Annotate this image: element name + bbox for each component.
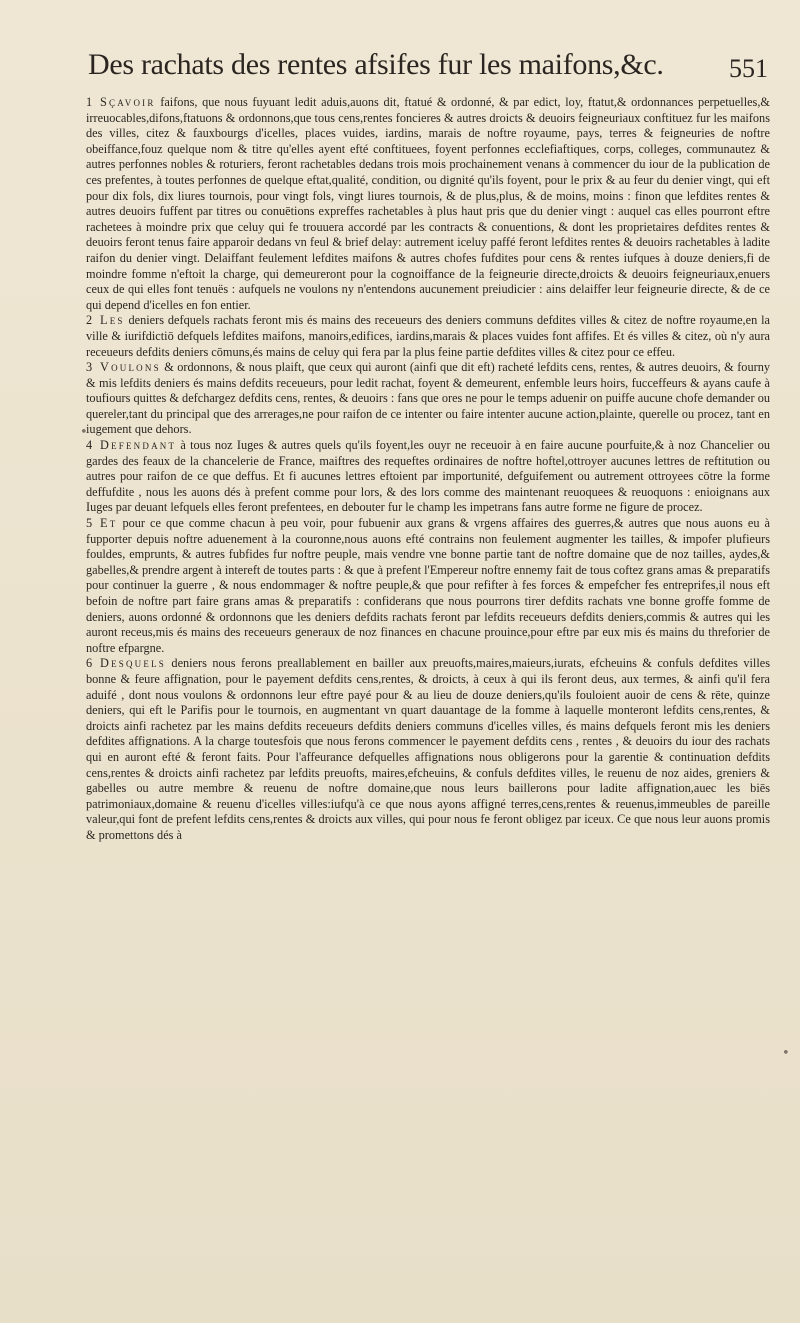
paragraph-number: 4 <box>86 438 93 453</box>
paragraph-text: deniers defquels rachats feront mis és mains des receueurs des deniers communs defdites villes & citez de noftre royaume,en la ville & iurifdictiō defquels lefdites maifons, manoirs,edifices, iardins,marais & places vuides font affifes. Et és villes & citez, où n'y aura receueurs defdits deniers cōmuns,és mains de celuy qui fera par la plus feine partie defdites villes & citez pour ce effeu. <box>86 313 770 359</box>
paragraph-lead: Defendant <box>100 438 177 453</box>
paragraph-2 <box>86 313 770 360</box>
margin-mark: • <box>782 1046 790 1061</box>
paragraph-number: 2 <box>86 313 93 328</box>
paragraph-number: 1 <box>86 95 93 109</box>
paragraph-text: deniers nous ferons preallablement en bailler aux preuofts,maires,maieurs,iurats, efcheuins & confuls defdites villes bonne & feure affignation, pour le payement defdits cens,rentes, & droicts, à ceux à qui ils feront deus, aux termes, & ainfi qu'il fera aduifé , dont nous voulons & ordonnons leur eftre payé pour & au lieu de douze deniers,qu'ils fouloient auoir de cens & rēte, quinze deniers, qui eft le Parifis pour le tournois, en augmentant vn quart dauantage de la fomme à laquelle monteront lefdits cens,rentes, & droicts ainfi rachetez par les mains defdits receueurs defdits deniers communs d'icelles villes, és mains defquels feront mis les deniers defdites affignations. A la charge toutesfois que nous ferons commencer le payement defdits cens , rentes , & deuoirs du iour des rachats qui en auront efté & feront faits. Pour l'affeurance defquelles affignations nous obligerons pour la garentie & continuation defdits cens,rentes & droicts ainfi rachetez par lefdits preuofts, maires,efcheuins, & confuls defdites villes, le reuenu de noz aides, greniers & gabelles ou autre membre & reuenu de noftre domaine,que nous leurs baillerons pour ladite affignation,auec les biēs patrimoniaux,domaine & reuenu d'icelles villes:iufqu'à ce que nous ayons affigné terres,cens,rentes & reuenus,immeubles de pareille valeur,qui font de prefent lefdits cens,rentes & droicts aux villes, qui pour nous fe feront obligez par iceux. Ce que nous leur auons promis & promettons dés à <box>86 656 770 842</box>
paragraph-lead: Desquels <box>100 656 166 671</box>
paragraph-text: faifons, que nous fuyuant ledit aduis,auons dit, ftatué & ordonné, & par edict, loy, ftatut,& ordonnances perpetuelles,& irreuocables,difons,ftatuons & ordonnons,que tous cens,rentes foncieres & autres droicts & deuoirs feigneuriaux conftituez fur les maifons des villes, citez & fauxbourgs d'icelles, places vuides, iardins, marais de noftre royaume, pays, terres & feigneuries de noftre obeiffance,fouz quelque nom & titre qu'elles ayent efté conftituees, foyent perfonnes ecclefiaftiques, corps, colleges, communautez & autres perfonnes nobles & roturiers, feront rachetables dedans trois mois prochainement venans à commencer du iour de la publication de ces prefentes, à toutes perfonnes de quelque eftat,qualité, condition, ou dignité qu'ils foyent, pour le prix & au feur du denier vingt, qui eft pour dix fols, dix liures tournois, pour vingt fols, vingt liures tournois, & de plus,plus, & de moins, moins : finon que lefdites rentes & autres deuoirs fuffent par titres ou conuētions expreffes rachetables à plus haut pris que du denier vingt : auquel cas elles pourront eftre rachetees à moindre prix que celuy qui fe trouuera accordé par les contracts & conuentions, & dont les proprietaires defdites rentes & deuoirs feront tenus faire apparoir dedans vn feul & brief delay: autrement iceluy paffé feront lefdites rentes & deuoirs rachetables à ladite raifon du denier vingt. Delaiffant feulement lefdites maifons & autres chofes fufdites pour cens & rentes iufques à douze deniers,fi de moindre fomme n'eftoit la charge, qui demeureront pour la cognoiffance de la feigneurie directe,droicts & deuoirs feigneuriaux,enuers ceux de qui elles font tenuës : aufquels ne voulons ny n'entendons aucunement preiudicier : ains delaiffer leur feigneurie directe, & de ce qui depend d'icelles en fon entier. <box>86 95 770 312</box>
paragraph-text: & ordonnons, & nous plaift, que ceux qui auront (ainfi que dit eft) racheté lefdits cens, rentes, & autres deuoirs, & fourny & mis lefdits deniers és mains defdits receueurs, pour ledit rachat, foyent & demeurent, enfemble leurs hoirs, fucceffeurs & ayans caufe à toufiours quittes & defchargez defdits cens, rentes, & deuoirs : fans que ores ne pour le temps aduenir on puiffe aucune chofe demander ou quereler,tant du principal que des arrerages,ne pour raifon de ce intenter ou faire intenter aucune action,plainte, querelle ou procez, tant en iugement que dehors. <box>86 360 770 437</box>
paragraph-lead: Et <box>100 516 118 531</box>
paragraph-6 <box>86 656 770 843</box>
paragraph-lead: Sçavoir <box>100 95 156 109</box>
running-head: Des rachats des rentes afsifes fur les maifons,&c. <box>88 48 664 81</box>
paragraph-number: 3 <box>86 360 93 375</box>
page-number: 551 <box>729 54 768 83</box>
margin-mark: • <box>80 425 88 440</box>
body-text <box>86 95 770 844</box>
paragraph-lead: Voulons <box>100 360 161 375</box>
paragraph-text: pour ce que comme chacun à peu voir, pour fubuenir aux grans & vrgens affaires des guerres,& autres que nous auons eu à fupporter depuis noftre aduenement à la couronne,nous auons efté contrains non feulement augmenter les tailles, & impofer plufieurs fouldes, emprunts, & autres fubfides fur noftre peuple, mais vendre vne bonne partie tant de noftre domaine que de noz tailles, aydes,& gabelles,& prendre argent à intereft de toutes parts : & que à prefent l'Empereur noftre ennemy fait de tous coftez grans amas & preparatifs pour continuer la guerre , & nous endommager & noftre peuple,& que pour refifter à fes forces & empefcher fes entreprifes,il nous eft befoin de noftre part faire grans amas & preparatifs : confiderans que nous pourrons tirer defdits rachats vne bonne groffe fomme de deniers, auons ordonné & ordonnons que les deniers defdits rachats feront par lefdits receueurs defdits deniers,commis & autres qui les auront receus,mis és mains des receueurs generaux de noz finances en chacune prouince,pour eftre par eux mis és mains du threforier de noftre efpargne. <box>86 516 770 655</box>
paragraph-number: 5 <box>86 516 93 531</box>
paragraph-number: 6 <box>86 656 93 671</box>
paragraph-1 <box>86 95 770 313</box>
page-header <box>88 48 768 90</box>
paragraph-3 <box>86 360 770 438</box>
paragraph-4 <box>86 438 770 516</box>
paragraph-lead: Les <box>100 313 125 328</box>
paragraph-text: à tous noz Iuges & autres quels qu'ils foyent,les ouyr ne receuoir à en faire aucune pourfuite,& à noz Chancelier ou gardes des feaux de la chancelerie de France, maiftres des requeftes ordinaires de noftre hoftel,ottroyer aucunes lettres de reftitution ou autres pour raifon de ce que deffus. Et fi aucunes lettres eftoient par importunité, defguifement ou autrement ottroyees cōtre la forme deffufdite , nous les auons dés à prefent comme pour lors, & des lors comme des maintenant reuoquees & reuoquons : enioignans aux Iuges par deuant lefquels elles feront prefentees, en debouter fur le champ les impetrans fans autre forme ne figure de procez. <box>86 438 770 515</box>
paragraph-5 <box>86 516 770 656</box>
